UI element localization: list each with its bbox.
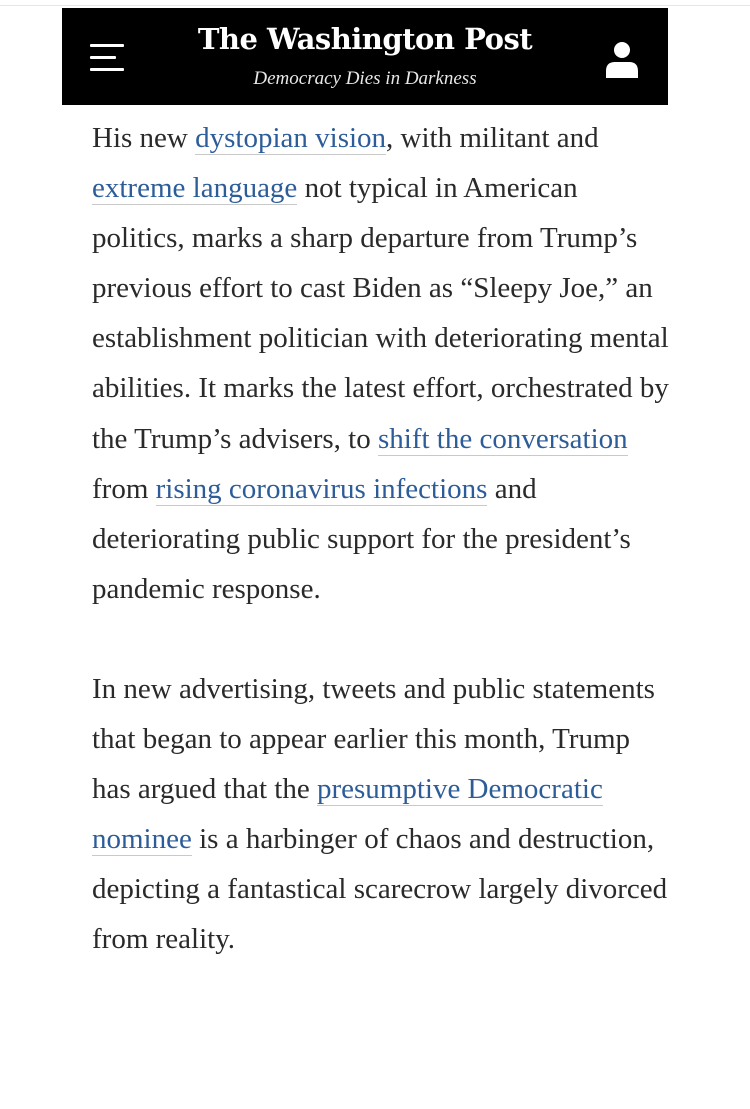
article-paragraph (92, 664, 672, 965)
masthead-logo[interactable]: The Washington Post (197, 22, 533, 56)
link-dystopian-vision[interactable]: dystopian vision (195, 122, 387, 154)
paragraph-text: His new (92, 122, 196, 154)
link-extreme-language[interactable]: extreme language (92, 172, 298, 205)
top-divider (0, 5, 750, 6)
account-button[interactable] (604, 40, 640, 78)
paragraph-text: , with militant and (386, 122, 599, 154)
link-shift-the-conversation[interactable]: shift the conversation (378, 422, 628, 455)
paragraph-text: not typical in American politics, marks a sharp departure from Trump’s previous effort to cast Biden as “Sleepy Joe,” an establishment politician with deteriorating mental abilities. It marks the latest effort, orchestrated by the Trump’s advisers, to (92, 172, 669, 455)
site-header (62, 8, 668, 105)
paragraph-text: In new advertising, tweets and public statements that began to appear earlier this month, Trump has argued that the (92, 672, 655, 806)
article-body (92, 113, 672, 965)
paragraph-text: from (92, 472, 156, 505)
tagline: Democracy Dies in Darkness (253, 68, 477, 89)
link-presumptive-democratic-nominee[interactable]: presumptive Democratic nominee (92, 773, 603, 856)
link-rising-coronavirus-infections[interactable]: rising coronavirus infections (155, 472, 488, 505)
article-paragraph (92, 113, 672, 614)
user-account-icon (604, 40, 640, 78)
paragraph-text: is a harbinger of chaos and destruction, depicting a fantastical scarecrow largely divorced from reality. (92, 823, 668, 956)
paragraph-text: and deteriorating public support for the president’s pandemic response. (92, 472, 631, 605)
